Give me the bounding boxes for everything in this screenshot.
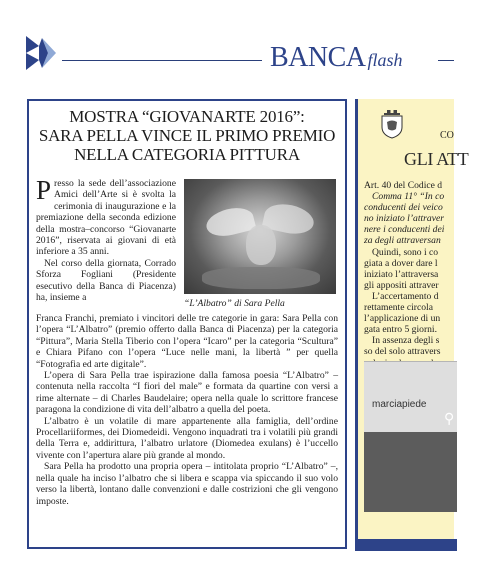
main-article (27, 99, 347, 549)
crosswalk-illustration (364, 361, 457, 511)
body-paragraph: L’opera di Sara Pella trae ispirazione dalla famosa poesia “L’Albatro” – contenuta nella raccolta “I fiori del male” e formata da quartine con versi a rime alternate – di Charles Baudelaire; opera nella quale lo scrittore francese paragona la condizione di vita dell’albatro a quella del poeta. (36, 370, 338, 416)
side-line: za degli attraversan (364, 235, 441, 247)
side-line: conducenti dei veico (364, 202, 443, 214)
title-line: MOSTRA “GIOVANARTE 2016”: (69, 107, 305, 126)
masthead-title (270, 42, 403, 74)
side-line: gata entro 5 giorni. (364, 324, 437, 336)
side-title: GLI ATT (404, 149, 469, 169)
road-lane (364, 432, 457, 512)
sidewalk-label: marciapiede (372, 399, 427, 410)
side-line: L’accertamento d (372, 290, 439, 302)
second-paragraph-rest: Franca Franchi, premiato i vincitori delle tre categorie in gara: Sara Pella con l’opera “L’Albatro” (premio offerto dalla Banca di Piacenza) per la categoria “Pittura”, Maria Stella Tiberio con l’opera “Icaro” per la categoria “Scultura” e Chiara Pifano con l’opera “Luce nelle mani, la libertà ” per quella “Fotografia ed arte digitale”. (36, 313, 338, 370)
photo-caption: “L’Albatro” di Sara Pella (184, 298, 285, 309)
side-line: Comma 11° “In co (372, 191, 445, 203)
side-bottom-bar (358, 539, 457, 551)
artwork-photo (184, 179, 336, 294)
title-line: NELLA CATEGORIA PITTURA (74, 145, 300, 164)
article-title (29, 107, 345, 164)
municipal-crest-icon (381, 110, 403, 138)
side-line: l’applicazione di un (364, 313, 441, 325)
full-width-column (36, 313, 338, 507)
second-paragraph-start: Nel corso della giornata, Corrado Sforza Fogliani (Presidente esecutivo della Banca di Piacenza) ha, insieme a (36, 257, 176, 304)
lead-paragraph (36, 175, 176, 258)
side-line: giata a dover dare l (364, 257, 438, 269)
lead-column (36, 175, 176, 304)
side-line: Quindi, sono i co (372, 246, 439, 258)
artwork-base (202, 267, 320, 289)
header-rule-left (62, 60, 262, 61)
side-line: gli appositi attraver (364, 279, 439, 291)
side-line: In assenza degli s (372, 335, 440, 347)
bank-logo-icon (26, 36, 56, 70)
side-line: Art. 40 del Codice d (364, 180, 443, 191)
header-rule-right (438, 60, 454, 61)
side-kicker: CO (440, 130, 454, 141)
side-line: nere i conducenti dei (364, 224, 445, 236)
title-line: SARA PELLA VINCE IL PRIMO PREMIO (38, 126, 336, 145)
albatross-body (246, 225, 276, 265)
masthead-brand: BANCA (270, 42, 366, 73)
side-text (364, 180, 504, 380)
side-line: iniziato l’attraversa (364, 268, 439, 280)
body-paragraph: Sara Pella ha prodotto una propria opera – intitolata proprio “L’Albatro” –, nella quale ha inciso l’albatro che si libera e scappa via spiccando il suo volo verso la libertà, lontano dalle convenzioni e dalle costrizioni che gli vengono imposte. (36, 461, 338, 507)
bicycle-icon: ⚲ (444, 411, 455, 427)
lead-text: resso la sede dell’associazione Amici dell’Arte si è svolta la cerimonia di inaugurazione e la premiazione della seconda edizione della mostra–concorso “Giovanarte 2016”, riservata ai giovani di età inferiore a 35 anni. (36, 178, 176, 258)
side-line: rettamente circola (364, 302, 433, 314)
side-line: so del solo attravers (364, 346, 441, 358)
masthead-suffix: flash (367, 50, 403, 70)
body-paragraph: L’albatro è un volatile di mare appartenente alla famiglia, dell’ordine Procellariiformes, dei Diomedeidi. Vengono inquadrati tra i volatili più grandi della Terra e, addirittura, l’albatro urlatore (Diomedea exulans) è l’uccello vivente con l’apertura alare più grande al mondo. (36, 415, 338, 461)
drop-cap: P (36, 175, 52, 205)
side-line: no iniziato l’attraver (364, 213, 444, 225)
side-article (355, 99, 469, 551)
